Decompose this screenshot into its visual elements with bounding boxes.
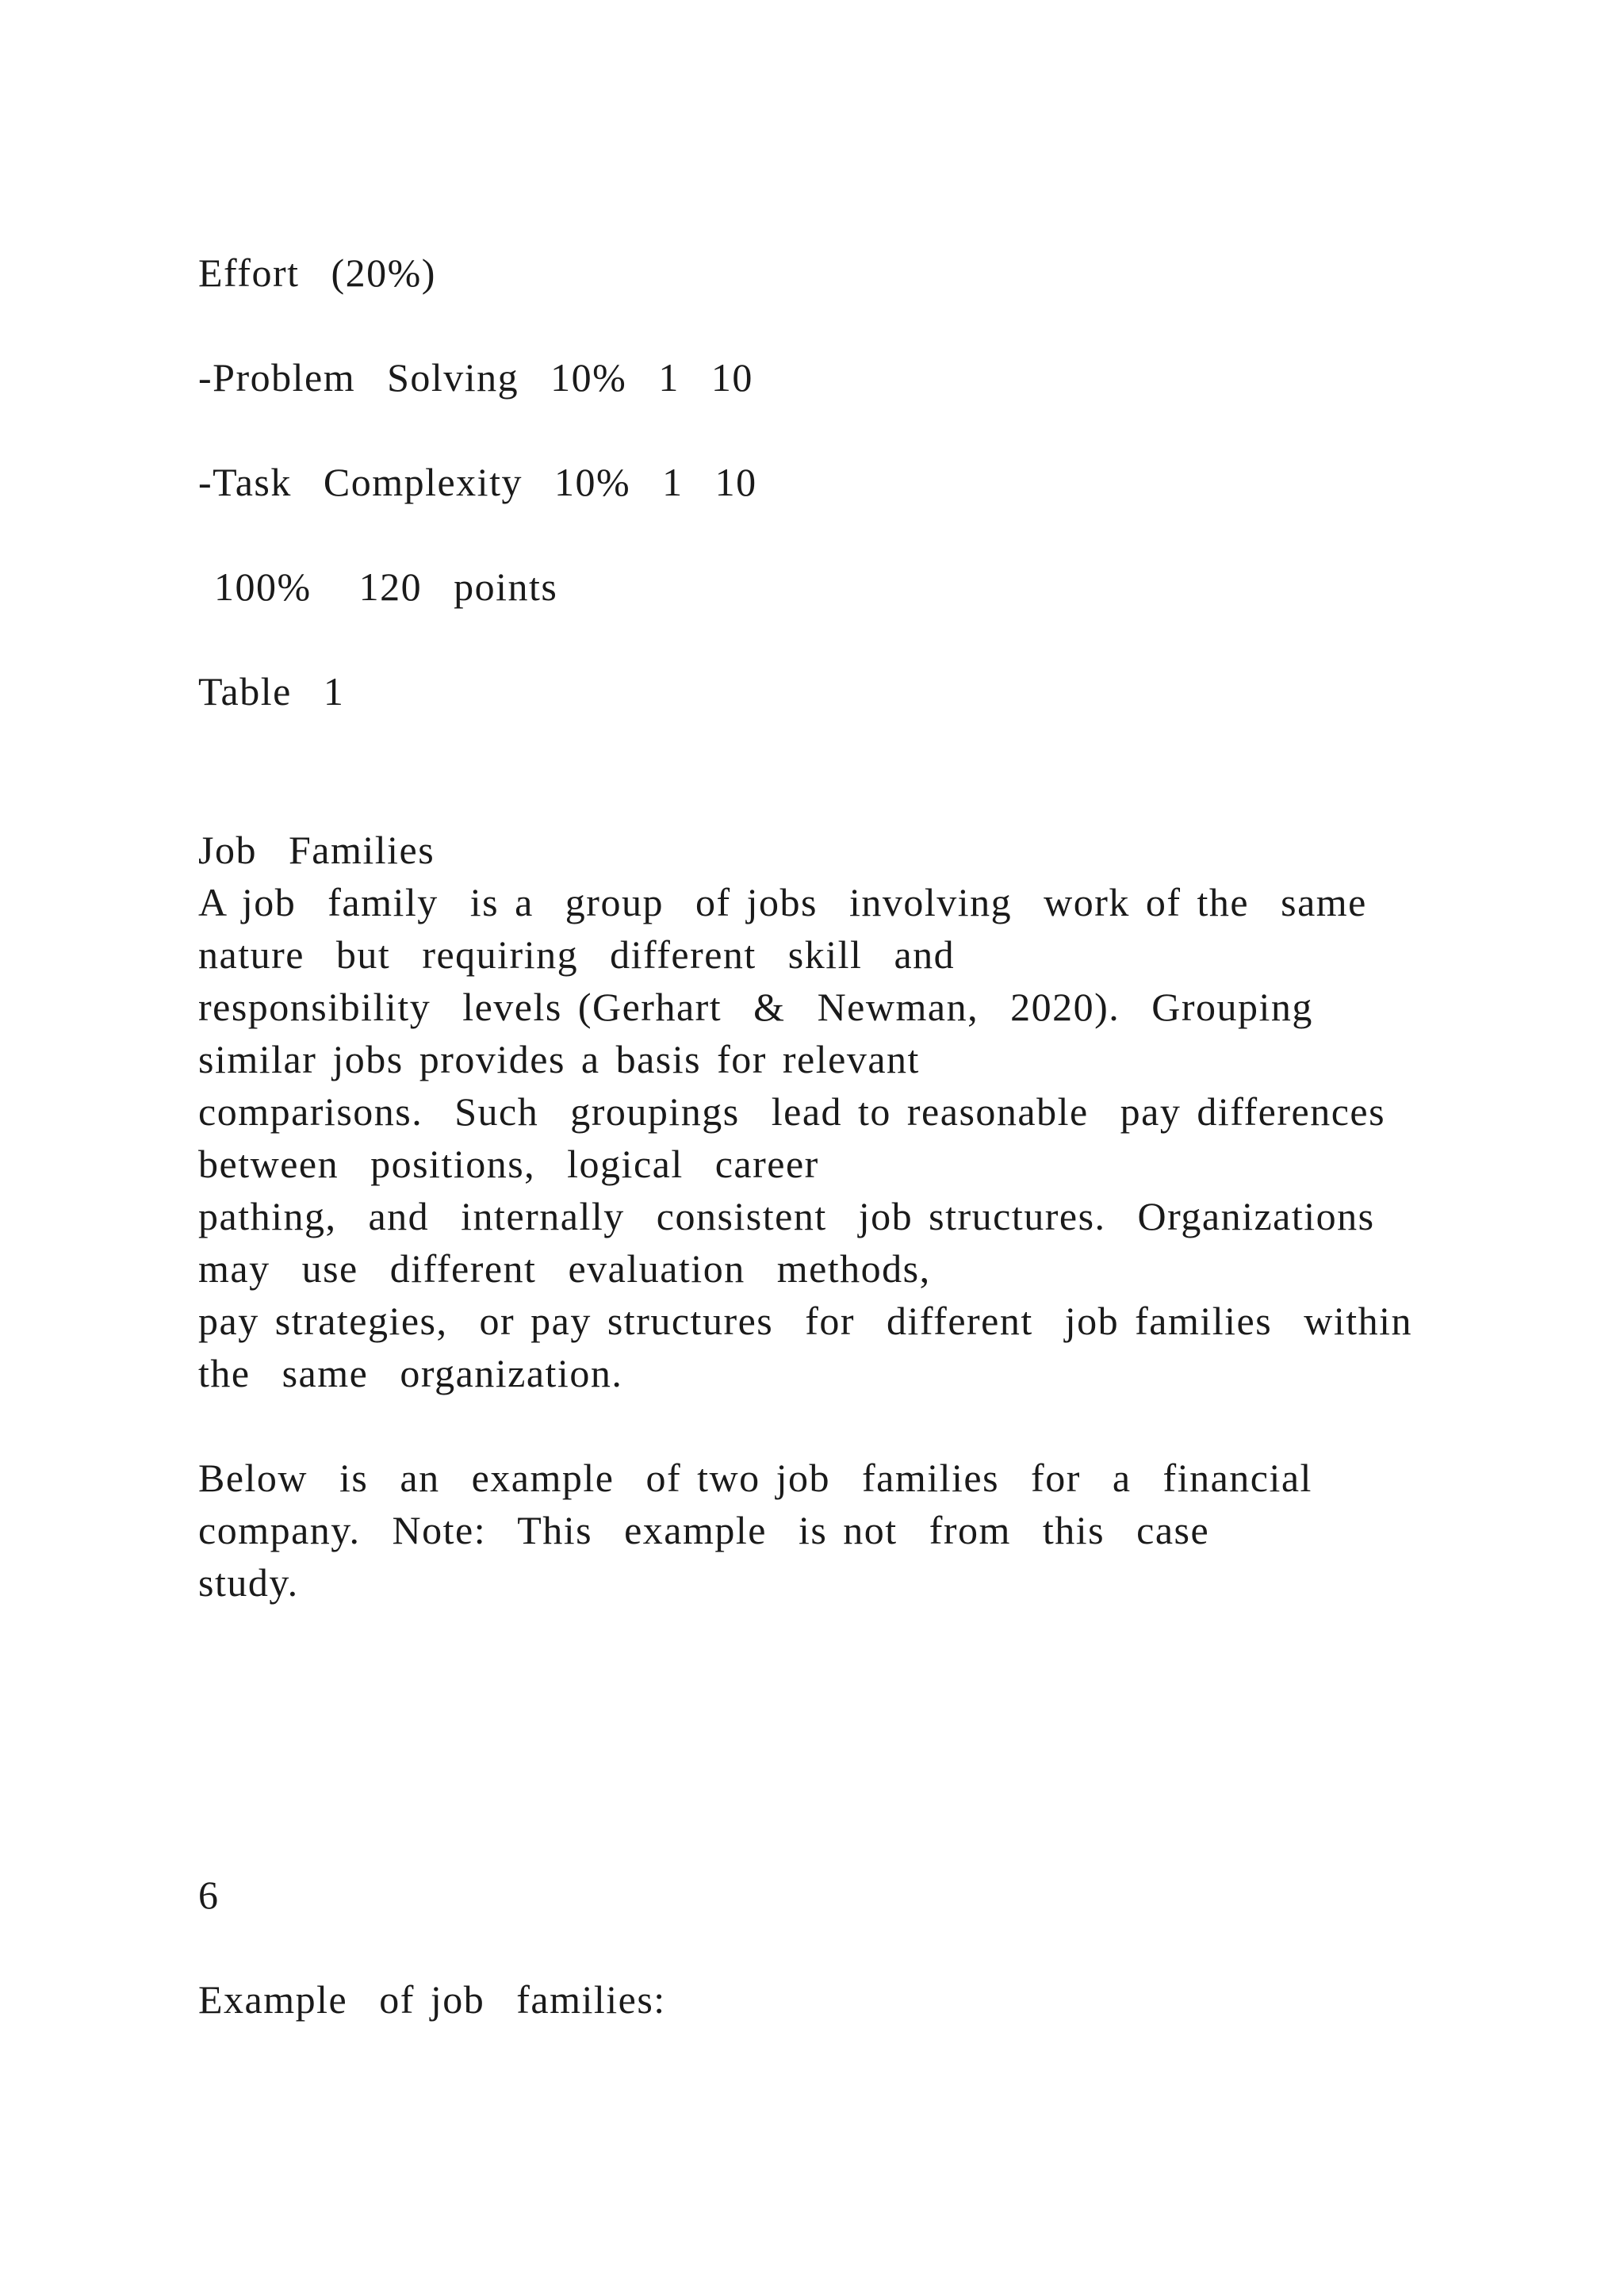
paragraph-line: between positions, logical career [198, 1142, 819, 1186]
total-row: 100% 120 points [198, 564, 558, 609]
paragraph-line: may use different evaluation methods, [198, 1246, 931, 1291]
page-number: 6 [198, 1873, 220, 1917]
paragraph-line: pay strategies, or pay structures for different job families within [198, 1299, 1412, 1343]
paragraph-line: Below is an example of two job families for a financial [198, 1456, 1312, 1500]
paragraph-line: pathing, and internally consistent job structures. Organizations [198, 1194, 1375, 1238]
paragraph-line: company. Note: This example is not from this case [198, 1508, 1210, 1552]
problem-solving-row: -Problem Solving 10% 1 10 [198, 355, 753, 400]
paragraph-line: similar jobs provides a basis for relevant [198, 1037, 920, 1081]
paragraph-line: comparisons. Such groupings lead to reasonable pay differences [198, 1089, 1386, 1134]
table-label: Table 1 [198, 669, 345, 714]
paragraph-line: A job family is a group of jobs involving work of the same [198, 880, 1367, 924]
paragraph-line: nature but requiring different skill and [198, 932, 956, 977]
paragraph-line: study. [198, 1560, 299, 1605]
paragraph-line: responsibility levels (Gerhart & Newman, 2020). Grouping [198, 985, 1313, 1029]
paragraph-line: the same organization. [198, 1351, 623, 1395]
effort-heading: Effort (20%) [198, 251, 436, 295]
task-complexity-row: -Task Complexity 10% 1 10 [198, 460, 757, 504]
section-heading: Job Families [198, 828, 435, 872]
example-heading: Example of job families: [198, 1977, 666, 2022]
